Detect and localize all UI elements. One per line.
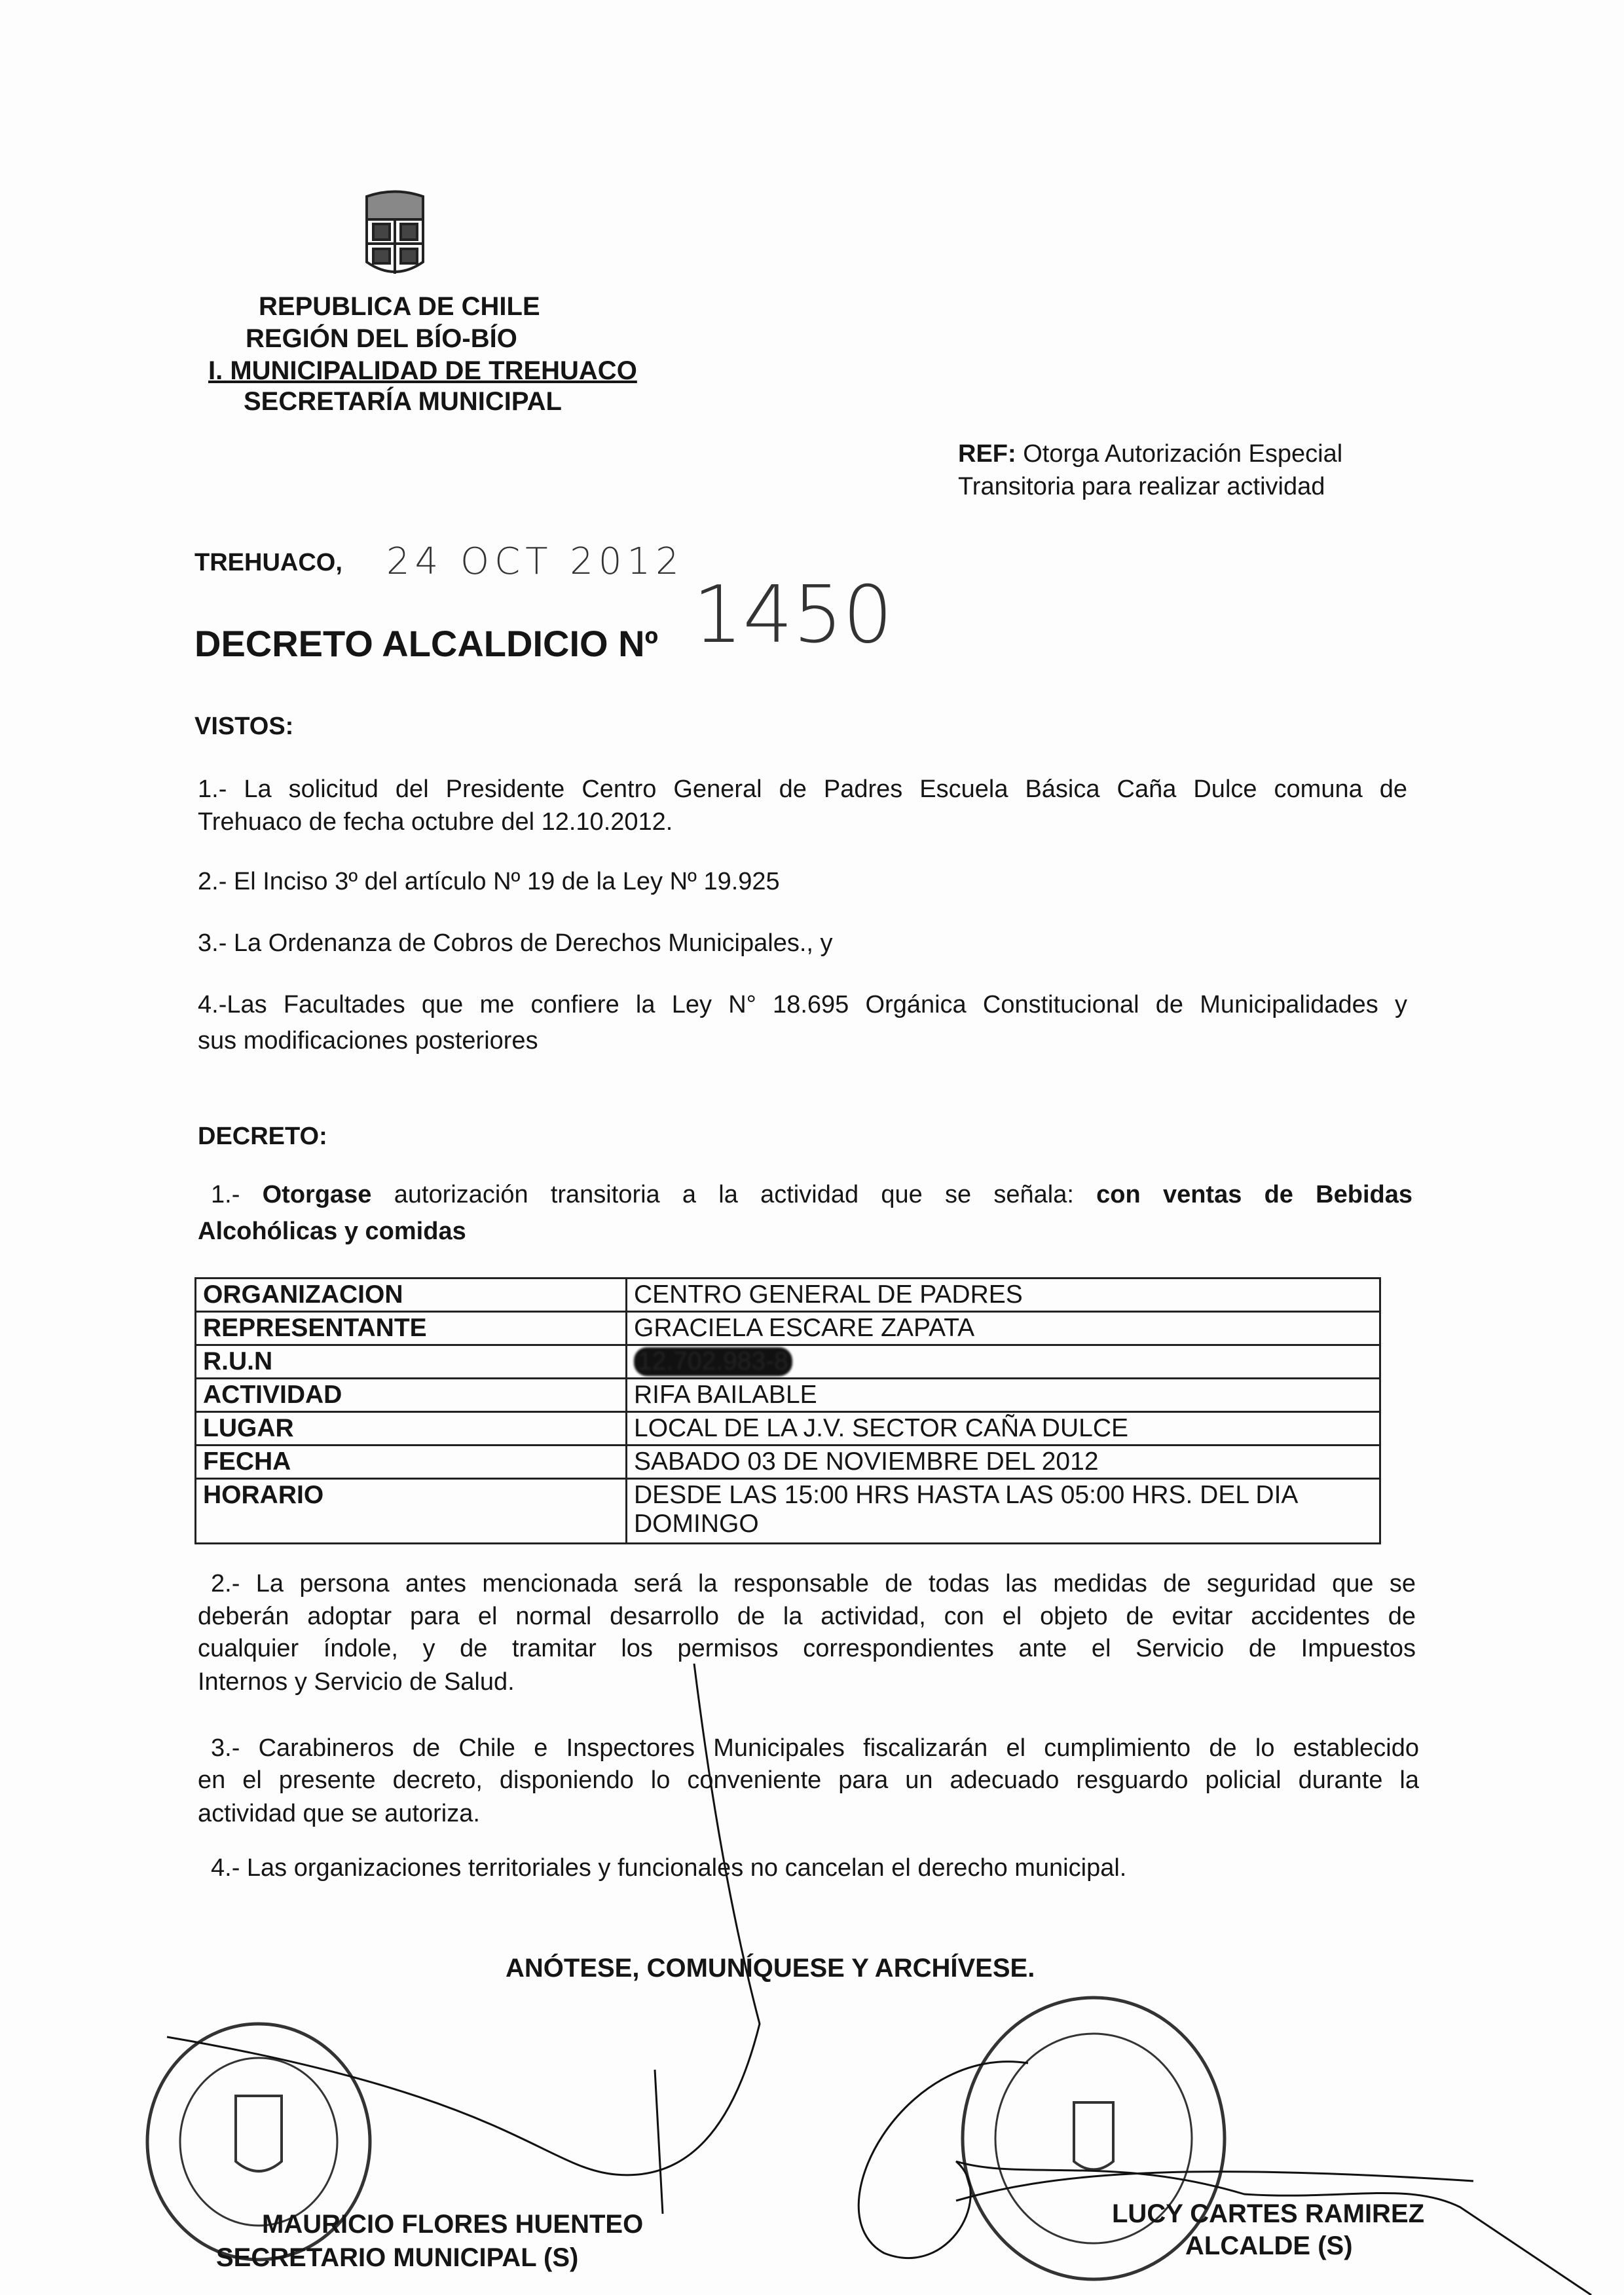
row-value: CENTRO GENERAL DE PADRES (627, 1278, 1380, 1312)
vistos-item-4-cont: sus modificaciones posteriores (198, 1027, 538, 1054)
row-value (627, 1345, 1380, 1379)
decreto-item-3-l1: 3.- Carabineros de Chile e Inspectores Municipales fiscalizarán el cumplimiento de lo establecido (211, 1734, 1419, 1762)
row-value: DESDE LAS 15:00 HRS HASTA LAS 05:00 HRS. DEL DIA DOMINGO (627, 1479, 1380, 1544)
table-row (196, 1379, 1380, 1412)
row-label: ORGANIZACION (196, 1278, 627, 1312)
mayor-name: LUCY CARTES RAMIREZ (1112, 2199, 1425, 2228)
row-label: FECHA (196, 1446, 627, 1479)
row-label: R.U.N (196, 1345, 627, 1379)
table-row (196, 1345, 1380, 1379)
row-label: REPRESENTANTE (196, 1312, 627, 1345)
row-label: LUGAR (196, 1412, 627, 1446)
vistos-item-4: 4.-Las Facultades que me confiere la Ley N° 18.695 Orgánica Constitucional de Municipalidades y (198, 991, 1407, 1018)
item-text: autorización transitoria a la actividad que se señala: (394, 1181, 1074, 1208)
decreto-item-4: 4.- Las organizaciones territoriales y funcionales no cancelan el derecho municipal. (211, 1854, 1127, 1882)
row-value: RIFA BAILABLE (627, 1379, 1380, 1412)
ref-text-1: Otorga Autorización Especial (1023, 440, 1343, 468)
closing-formula: ANÓTESE, COMUNÍQUESE Y ARCHÍVESE. (506, 1954, 1035, 1983)
row-value: LOCAL DE LA J.V. SECTOR CAÑA DULCE (627, 1412, 1380, 1446)
date-stamp: 24 OCT 2012 (386, 540, 684, 583)
decreto-item-1 (211, 1181, 1412, 1211)
table-row (196, 1278, 1380, 1312)
decreto-item-2-l2: deberán adoptar para el normal desarrollo de la actividad, con el objeto de evitar accidentes de (198, 1603, 1416, 1630)
bold-otorgase: Otorgase (262, 1181, 372, 1208)
ref-label: REF: (958, 440, 1016, 468)
place: TREHUACO, (194, 549, 342, 576)
bold-ventas: con ventas de Bebidas (1096, 1181, 1412, 1208)
header-line-2: REGIÓN DEL BÍO-BÍO (246, 324, 517, 353)
row-label: HORARIO (196, 1479, 627, 1544)
mayor-role: ALCALDE (S) (1185, 2231, 1353, 2260)
header-line-1: REPUBLICA DE CHILE (259, 292, 540, 321)
decreto-item-2-l4: Internos y Servicio de Salud. (198, 1668, 515, 1696)
redacted-run: 12.702.983-8 (634, 1347, 792, 1376)
decreto-heading: DECRETO: (198, 1123, 327, 1150)
vistos-heading: VISTOS: (194, 713, 294, 740)
header-line-3: I. MUNICIPALIDAD DE TREHUACO (208, 356, 637, 385)
vistos-item-1: 1.- La solicitud del Presidente Centro General de Padres Escuela Básica Caña Dulce comuna de (198, 775, 1407, 803)
vistos-item-2: 2.- El Inciso 3º del artículo Nº 19 de la Ley Nº 19.925 (198, 868, 780, 895)
ref-line-2: Transitoria para realizar actividad (958, 473, 1325, 500)
decreto-item-1-cont: Alcohólicas y comidas (198, 1218, 466, 1245)
item-number: 1.- (211, 1181, 240, 1208)
row-label: ACTIVIDAD (196, 1379, 627, 1412)
table-row (196, 1479, 1380, 1544)
header-line-4: SECRETARÍA MUNICIPAL (244, 387, 562, 416)
ref-line-1 (958, 440, 1342, 468)
table-row (196, 1446, 1380, 1479)
row-value: GRACIELA ESCARE ZAPATA (627, 1312, 1380, 1345)
table-row (196, 1412, 1380, 1446)
secretary-role: SECRETARIO MUNICIPAL (S) (216, 2243, 579, 2272)
vistos-item-3: 3.- La Ordenanza de Cobros de Derechos Municipales., y (198, 929, 833, 957)
secretary-name: MAURICIO FLORES HUENTEO (262, 2210, 644, 2239)
activity-table (194, 1277, 1381, 1544)
decree-title: DECRETO ALCALDICIO Nº (194, 623, 659, 664)
table-row (196, 1312, 1380, 1345)
row-value: SABADO 03 DE NOVIEMBRE DEL 2012 (627, 1446, 1380, 1479)
decreto-item-3-l3: actividad que se autoriza. (198, 1800, 480, 1827)
decreto-item-2-l3: cualquier índole, y de tramitar los permisos correspondientes ante el Servicio de Impuestos (198, 1635, 1416, 1662)
crest-icon (367, 192, 423, 274)
decreto-item-3-l2: en el presente decreto, disponiendo lo conveniente para un adecuado resguardo policial durante la (198, 1766, 1419, 1794)
vistos-item-1-cont: Trehuaco de fecha octubre del 12.10.2012. (198, 808, 673, 836)
decreto-item-2-l1: 2.- La persona antes mencionada será la responsable de todas las medidas de seguridad que se (211, 1570, 1416, 1597)
decree-number: 1450 (693, 570, 893, 661)
